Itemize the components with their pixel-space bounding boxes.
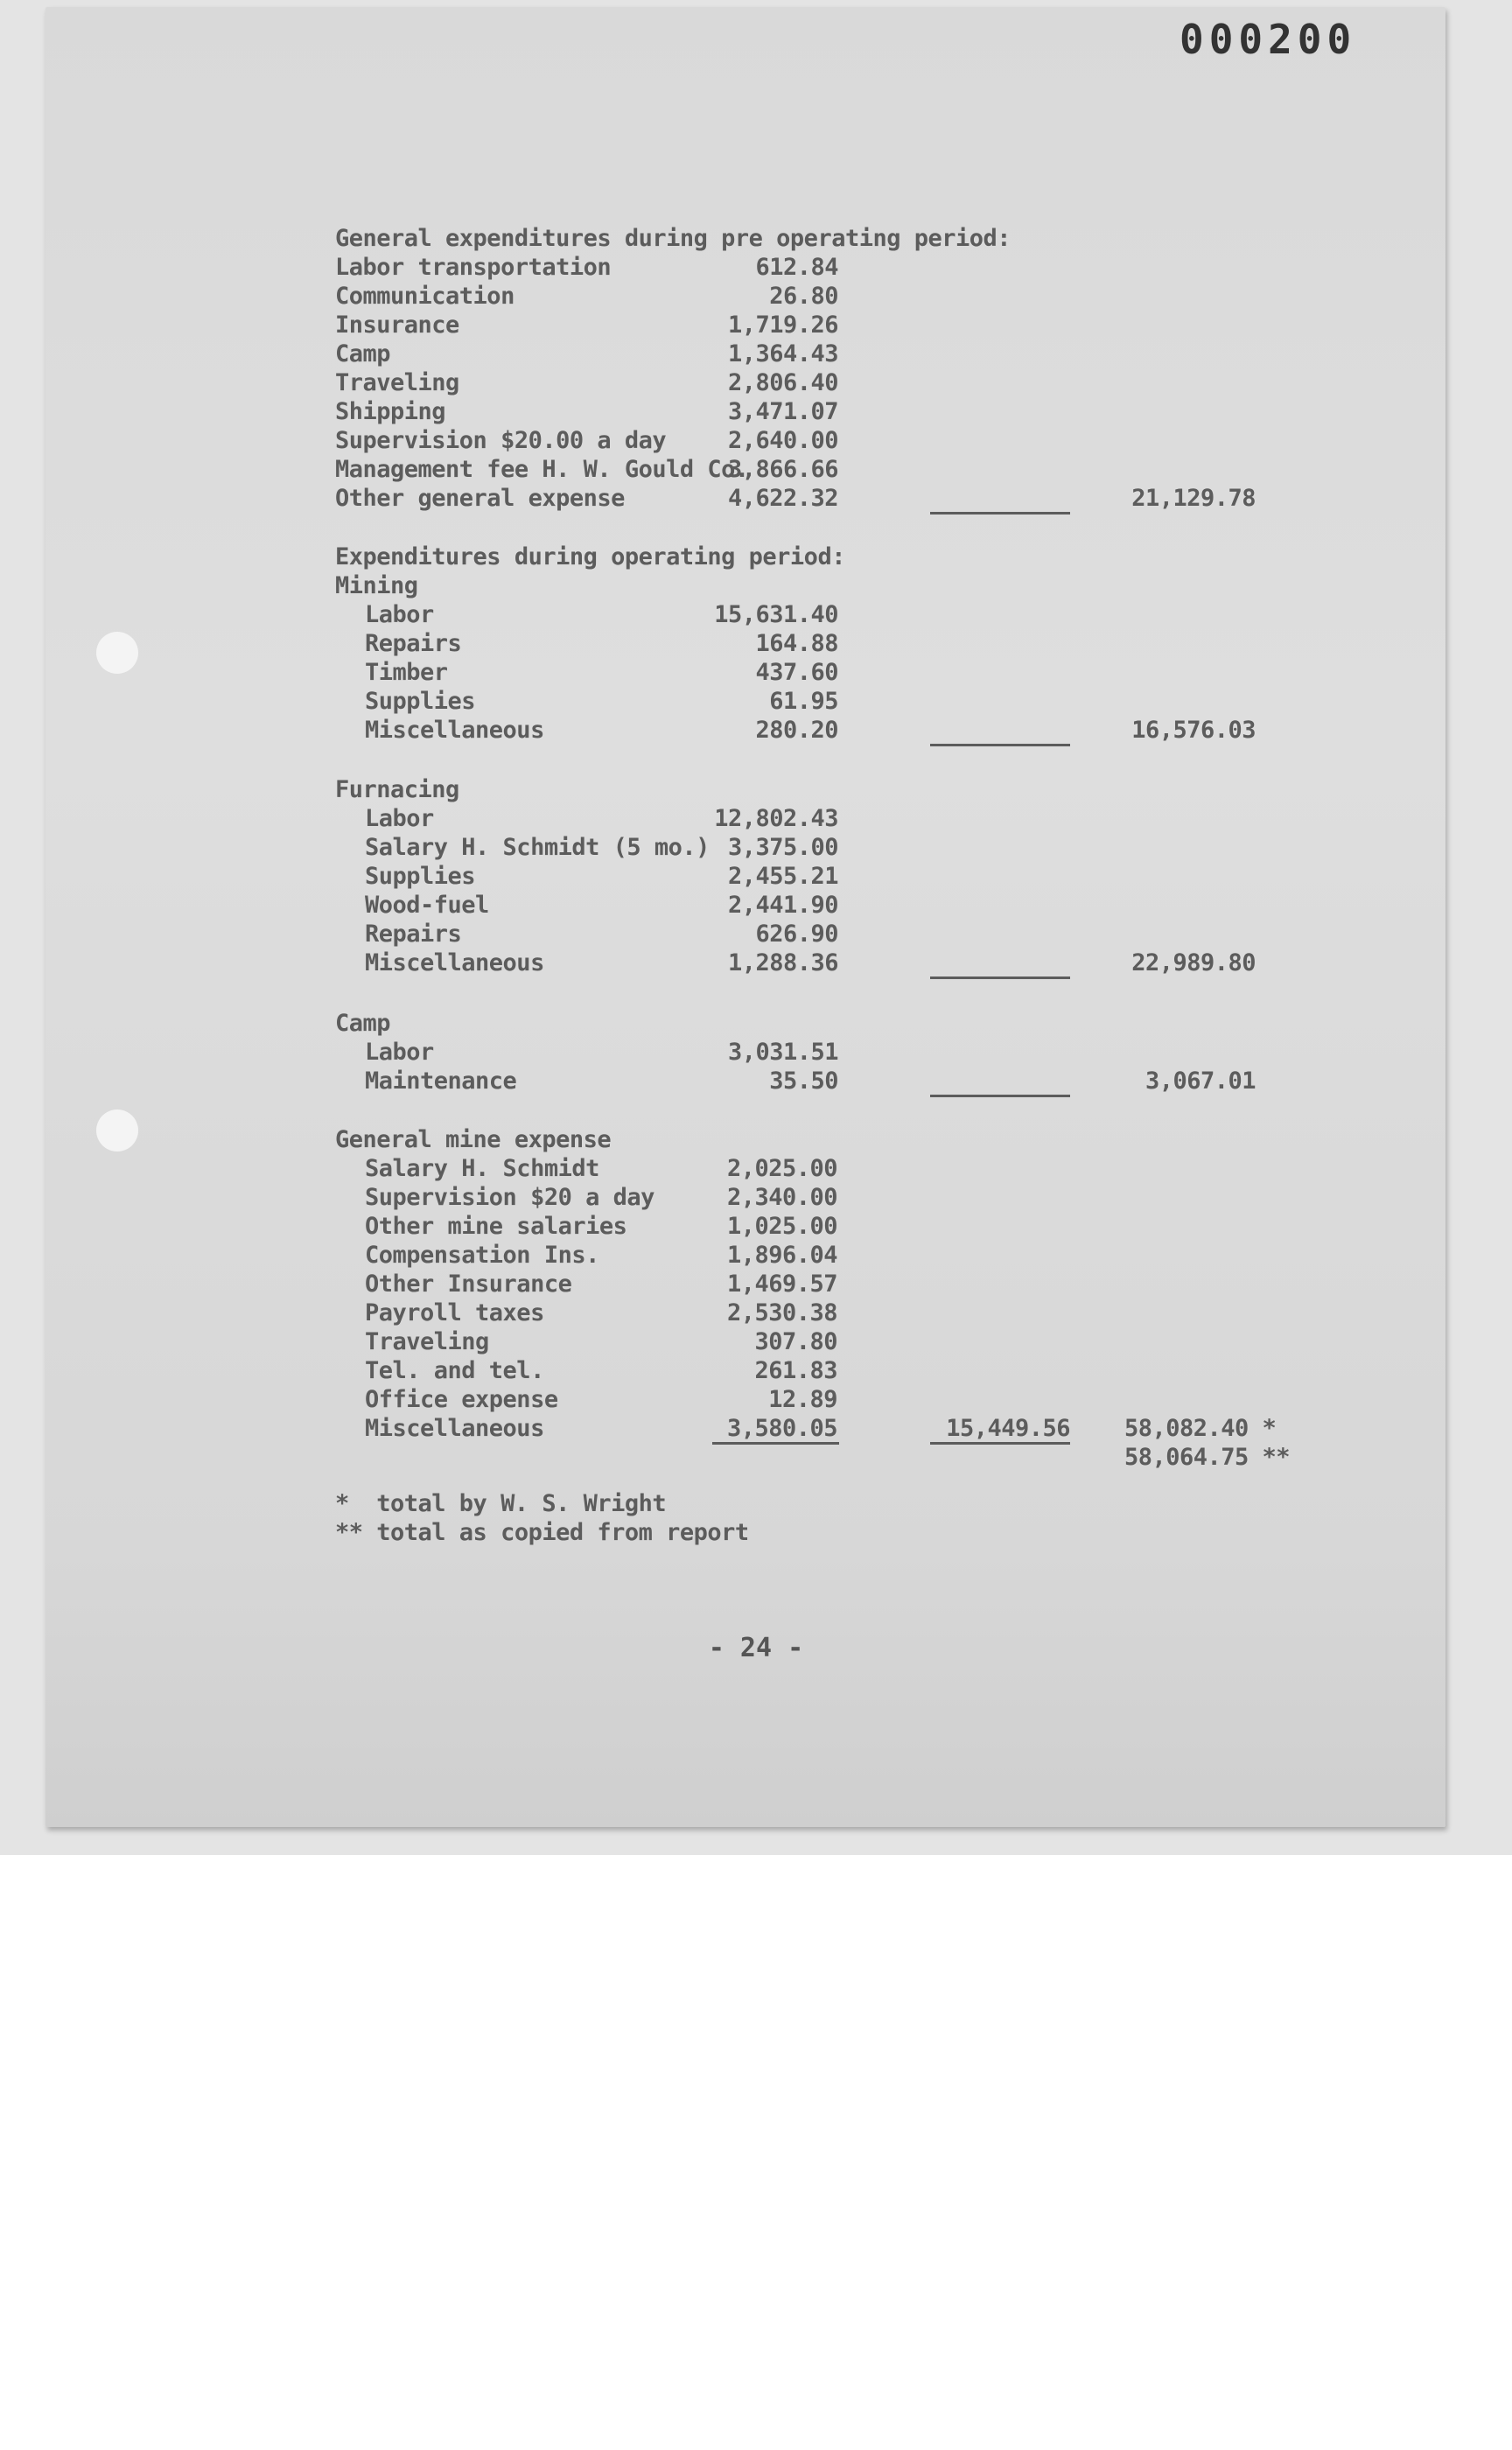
- line-item-amount: 61.95: [769, 688, 838, 715]
- line-item-label: Labor: [365, 1039, 434, 1066]
- line-item-label: Salary H. Schmidt (5 mo.): [365, 834, 710, 861]
- line-item-amount: 3,866.66: [727, 456, 838, 483]
- subtotal-rule: [930, 976, 1070, 979]
- line-item-amount: 15,631.40: [714, 601, 838, 628]
- punch-hole: [96, 1110, 138, 1152]
- line-item-amount: 626.90: [755, 920, 838, 948]
- line-item-label: Wood-fuel: [365, 892, 489, 919]
- line-item-label: Labor: [365, 805, 434, 832]
- line-item-amount: 12.89: [768, 1386, 837, 1413]
- subtotal-rule: [930, 1442, 1070, 1445]
- subtotal-rule: [930, 512, 1070, 514]
- line-item-amount: 164.88: [755, 630, 838, 657]
- line-item-label: Traveling: [335, 369, 459, 396]
- line-item-label: Miscellaneous: [365, 1415, 544, 1442]
- line-item-amount: 1,896.04: [726, 1242, 837, 1269]
- line-item-label: Shipping: [335, 398, 446, 425]
- line-item-amount: 2,640.00: [727, 427, 838, 454]
- line-item-amount: 3,471.07: [727, 398, 838, 425]
- line-item-label: Other mine salaries: [365, 1213, 627, 1240]
- line-item-label: Miscellaneous: [365, 717, 544, 744]
- line-item-label: Labor transportation: [335, 254, 612, 281]
- line-item-label: Other general expense: [335, 485, 625, 512]
- line-item-amount: 26.80: [769, 283, 838, 310]
- section-total: 3,067.01: [1144, 1068, 1256, 1095]
- line-item-label: Traveling: [365, 1328, 489, 1355]
- line-item-label: Supervision $20.00 a day: [335, 427, 667, 454]
- line-item-amount: 2,340.00: [726, 1184, 837, 1211]
- line-item-amount: 261.83: [754, 1357, 837, 1384]
- line-item-label: Insurance: [335, 312, 459, 339]
- punch-hole: [96, 632, 138, 674]
- line-item-label: Other Insurance: [365, 1270, 572, 1298]
- section-total: 22,989.80: [1131, 949, 1256, 976]
- section-heading: Expenditures during operating period:: [335, 543, 845, 570]
- line-item-label: Supplies: [365, 688, 476, 715]
- line-item-amount: 1,025.00: [726, 1213, 837, 1240]
- line-item-amount: 2,441.90: [727, 892, 838, 919]
- line-item-amount: 280.20: [755, 717, 838, 744]
- line-item-label: Supervision $20 a day: [365, 1184, 654, 1211]
- line-item-label: Repairs: [365, 630, 462, 657]
- line-item-amount: 35.50: [769, 1068, 838, 1095]
- section-heading: General expenditures during pre operating period:: [335, 225, 1012, 252]
- line-item-label: Labor: [365, 601, 434, 628]
- line-item-label: Management fee H. W. Gould Co.: [335, 456, 749, 483]
- line-item-label: Camp: [335, 340, 391, 368]
- line-item-label: Salary H. Schmidt: [365, 1155, 599, 1182]
- line-item-amount: 3,375.00: [727, 834, 838, 861]
- line-item-amount: 2,455.21: [727, 863, 838, 890]
- subtotal-rule: [930, 744, 1070, 746]
- line-item-amount: 307.80: [754, 1328, 837, 1355]
- footnote: * total by W. S. Wright: [335, 1490, 667, 1517]
- line-item-label: Repairs: [365, 920, 462, 948]
- section-total: 21,129.78: [1131, 485, 1256, 512]
- line-item-amount: 612.84: [755, 254, 838, 281]
- subsection-heading: Camp: [335, 1010, 391, 1037]
- subsection-heading: Furnacing: [335, 776, 459, 803]
- document-number: 000200: [1180, 16, 1357, 63]
- line-item-amount: 2,530.38: [726, 1299, 837, 1326]
- line-item-label: Communication: [335, 283, 514, 310]
- line-item-amount: 1,364.43: [727, 340, 838, 368]
- line-item-label: Miscellaneous: [365, 949, 544, 976]
- subsection-heading: Mining: [335, 572, 418, 599]
- line-item-amount: 3,580.05: [726, 1415, 837, 1442]
- line-item-amount: 2,025.00: [726, 1155, 837, 1182]
- line-item-amount: 4,622.32: [727, 485, 838, 512]
- section-subtotal: 15,449.56: [946, 1415, 1070, 1442]
- line-item-label: Office expense: [365, 1386, 558, 1413]
- line-item-label: Payroll taxes: [365, 1299, 544, 1326]
- line-item-label: Compensation Ins.: [365, 1242, 599, 1269]
- line-item-amount: 437.60: [755, 659, 838, 686]
- subtotal-rule: [712, 1442, 839, 1445]
- line-item-amount: 12,802.43: [714, 805, 838, 832]
- line-item-amount: 1,719.26: [727, 312, 838, 339]
- line-item-label: Supplies: [365, 863, 476, 890]
- line-item-amount: 2,806.40: [727, 369, 838, 396]
- line-item-label: Maintenance: [365, 1068, 517, 1095]
- page-number: - 24 -: [708, 1633, 804, 1663]
- grand-total-report: 58,064.75 **: [1124, 1444, 1291, 1471]
- grand-total-wright: 58,082.40 *: [1124, 1415, 1277, 1442]
- subsection-heading: General mine expense: [335, 1126, 612, 1153]
- subtotal-rule: [930, 1095, 1070, 1097]
- line-item-label: Timber: [365, 659, 448, 686]
- line-item-label: Tel. and tel.: [365, 1357, 544, 1384]
- footnote: ** total as copied from report: [335, 1519, 749, 1546]
- line-item-amount: 1,469.57: [726, 1270, 837, 1298]
- line-item-amount: 1,288.36: [727, 949, 838, 976]
- section-total: 16,576.03: [1131, 717, 1256, 744]
- line-item-amount: 3,031.51: [727, 1039, 838, 1066]
